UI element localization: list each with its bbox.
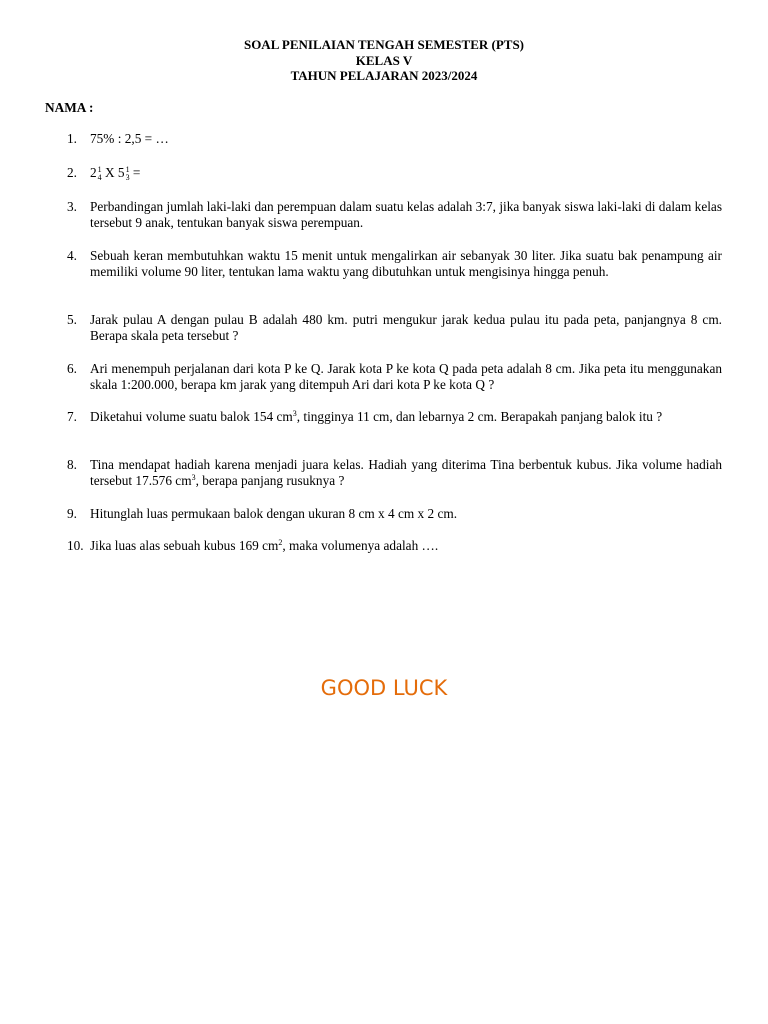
question-text: Ari menempuh perjalanan dari kota P ke Q. Jarak kota P ke kota Q pada peta adalah 8 cm. Jika peta itu menggunakan skala 1:200.000, berapa km jarak yang ditempuh Ari dari kota P ke kota Q ? [90, 361, 722, 393]
question-number: 8. [67, 457, 77, 472]
question-3 [67, 199, 722, 231]
question-text: Hitunglah luas permukaan balok dengan ukuran 8 cm x 4 cm x 2 cm. [90, 506, 458, 521]
exam-header [0, 37, 768, 84]
question-8 [67, 457, 722, 489]
fraction-denominator: 4 [97, 173, 102, 182]
question-text-part: , berapa panjang rusuknya ? [195, 473, 345, 489]
question-text-part: Diketahui volume suatu balok 154 cm [90, 409, 293, 424]
question-text: Jarak pulau A dengan pulau B adalah 480 km. putri mengukur jarak kedua pulau itu pada peta, panjangnya 8 cm. Berapa skala peta tersebut ? [90, 312, 722, 344]
question-number: 2. [67, 165, 77, 180]
question-5 [67, 312, 722, 344]
question-number: 10. [67, 538, 84, 553]
operator-text: X 5 [101, 165, 125, 180]
question-2 [67, 165, 722, 182]
fraction-numerator: 1 [97, 165, 102, 174]
superscript: 2 [278, 538, 283, 547]
question-text: Perbandingan jumlah laki-laki dan perempuan dalam suatu kelas adalah 3:7, jika banyak siswa laki-laki di dalam kelas tersebut 9 anak, tentukan banyak siswa perempuan. [90, 199, 722, 231]
question-number: 3. [67, 199, 77, 214]
question-4 [67, 248, 722, 280]
fraction-numerator: 1 [125, 165, 130, 174]
fraction-denominator: 3 [125, 173, 130, 182]
question-text [90, 165, 722, 182]
question-7 [67, 409, 722, 425]
question-10 [67, 538, 722, 554]
question-number: 6. [67, 361, 77, 376]
question-text-part: Tina mendapat hadiah karena menjadi juara kelas. Hadiah yang diterima Tina berbentuk kubus. Jika volume hadiah tersebut 17.576 cm [90, 457, 722, 489]
question-9 [67, 506, 722, 522]
question-text [90, 538, 722, 554]
question-text-part: Jika luas alas sebuah kubus 169 cm [90, 538, 279, 553]
equals-text: = [129, 165, 141, 180]
question-number: 9. [67, 506, 77, 521]
question-number: 7. [67, 409, 77, 424]
question-1 [67, 131, 722, 147]
question-text-part: , maka volumenya adalah …. [282, 538, 439, 553]
good-luck-text: GOOD LUCK [320, 676, 448, 700]
question-number: 1. [67, 131, 77, 146]
header-year: TAHUN PELAJARAN 2023/2024 [290, 68, 478, 83]
question-number: 5. [67, 312, 77, 327]
question-text: Sebuah keran membutuhkan waktu 15 menit untuk mengalirkan air sebanyak 30 liter. Jika suatu bak penampung air memiliki volume 90 liter, tentukan lama waktu yang dibutuhkan untuk mengisinya hingga penuh. [90, 248, 722, 280]
header-title: SOAL PENILAIAN TENGAH SEMESTER (PTS) [243, 37, 525, 52]
mixed-number-whole: 2 [90, 165, 97, 180]
superscript: 3 [292, 409, 297, 418]
superscript: 3 [191, 473, 196, 483]
name-label: NAMA : [45, 100, 94, 115]
question-number: 4. [67, 248, 77, 263]
header-class: KELAS V [355, 52, 413, 68]
question-text: 75% : 2,5 = … [90, 131, 169, 146]
question-text [90, 457, 722, 489]
question-text-part: , tingginya 11 cm, dan lebarnya 2 cm. Berapakah panjang balok itu ? [296, 409, 663, 424]
question-6 [67, 361, 722, 393]
question-text [90, 409, 722, 425]
